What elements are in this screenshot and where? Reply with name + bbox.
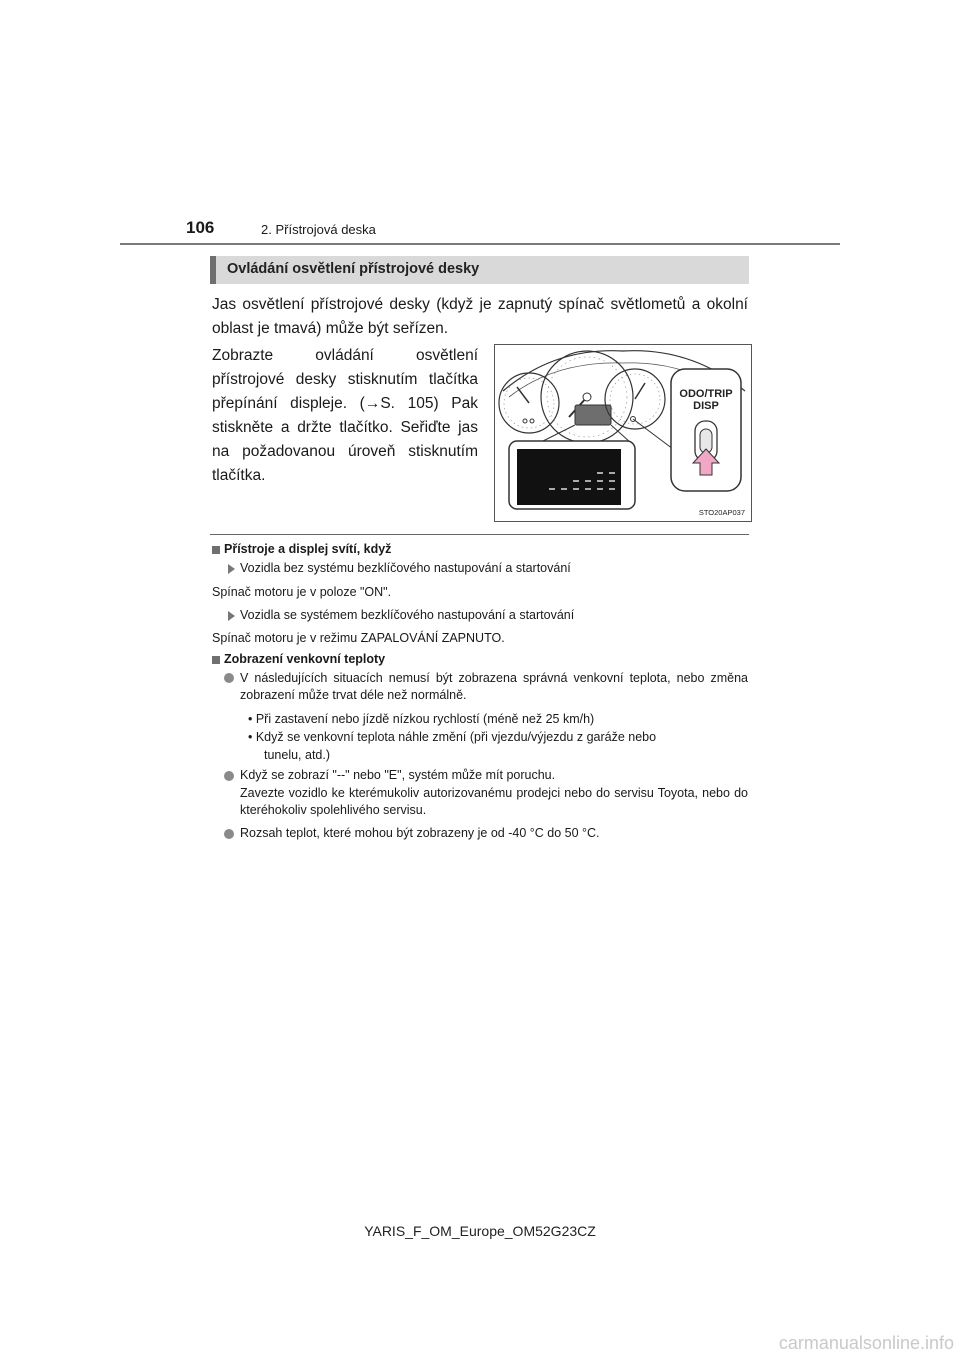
note-heading-temperature: Zobrazení venkovní teploty — [224, 652, 386, 666]
section-title: Ovládání osvětlení přístrojové desky — [227, 261, 480, 277]
temperature-note-2-detail: Zavezte vozidlo ke kterémukoliv autorizovanému prodejci nebo do servisu Toyota, nebo do kteréhokoliv spolehlivého servisu. — [240, 786, 748, 817]
instruction-paragraph: Zobrazte ovládání osvětlení přístrojové desky stisknutím tlačítka přepínání displeje. (→S. 105) Pak stiskněte a držte tlačítko. Seřiďte jas na požadovanou úroveň stisknutím tlačítka. — [212, 347, 478, 484]
temperature-note-2: Když se zobrazí "--" nebo "E", systém může mít poruchu. — [240, 768, 556, 782]
button-label-line2: DISP — [693, 400, 719, 412]
vehicle-type-without-keyless: Vozidla bez systému bezklíčového nastupování a startování — [240, 561, 571, 575]
circle-bullet-icon — [224, 771, 234, 781]
instrument-panel-illustration — [494, 344, 752, 522]
button-label-line1: ODO/TRIP — [679, 388, 733, 400]
footer-doc-code: YARIS_F_OM_Europe_OM52G23CZ — [364, 1223, 596, 1239]
temperature-case-2: • Když se venkovní teplota náhle změní (při vjezdu/výjezdu z garáže nebo — [248, 730, 657, 744]
section-divider — [210, 534, 749, 535]
page-number: 106 — [186, 218, 215, 237]
watermark: carmanualsonline.info — [778, 1333, 954, 1353]
intro-paragraph: Jas osvětlení přístrojové desky (když je zapnutý spínač světlometů a okolní oblast je tmavá) může být seřízen. — [212, 296, 748, 337]
instrument-panel-drawing — [495, 345, 751, 521]
circle-bullet-icon — [224, 829, 234, 839]
header-rule — [120, 243, 840, 245]
section-header — [210, 256, 749, 284]
triangle-bullet-icon — [228, 564, 235, 574]
note-text-ignition: Spínač motoru je v režimu ZAPALOVÁNÍ ZAPNUTO. — [212, 631, 505, 645]
note-heading-lighting: Přístroje a displej svítí, když — [224, 542, 392, 556]
figure-code: STO20AP037 — [698, 508, 745, 517]
square-bullet-icon — [212, 656, 220, 664]
temperature-note-3: Rozsah teplot, které mohou být zobrazeny je od -40 °C do 50 °C. — [240, 826, 600, 840]
note-text-on: Spínač motoru je v poloze "ON". — [212, 585, 392, 599]
circle-bullet-icon — [224, 673, 234, 683]
section-marker — [210, 256, 216, 284]
chapter-title: 2. Přístrojová deska — [261, 222, 376, 237]
triangle-bullet-icon — [228, 611, 235, 621]
temperature-note-1: V následujících situacích nemusí být zobrazena správná venkovní teplota, nebo změna zobrazení může trvat déle než normálně. — [240, 671, 748, 702]
vehicle-type-with-keyless: Vozidla se systémem bezklíčového nastupování a startování — [240, 608, 575, 622]
square-bullet-icon — [212, 546, 220, 554]
temperature-case-1: • Při zastavení nebo jízdě nízkou rychlostí (méně než 25 km/h) — [248, 712, 595, 726]
temperature-case-2-cont: tunelu, atd.) — [264, 748, 331, 762]
